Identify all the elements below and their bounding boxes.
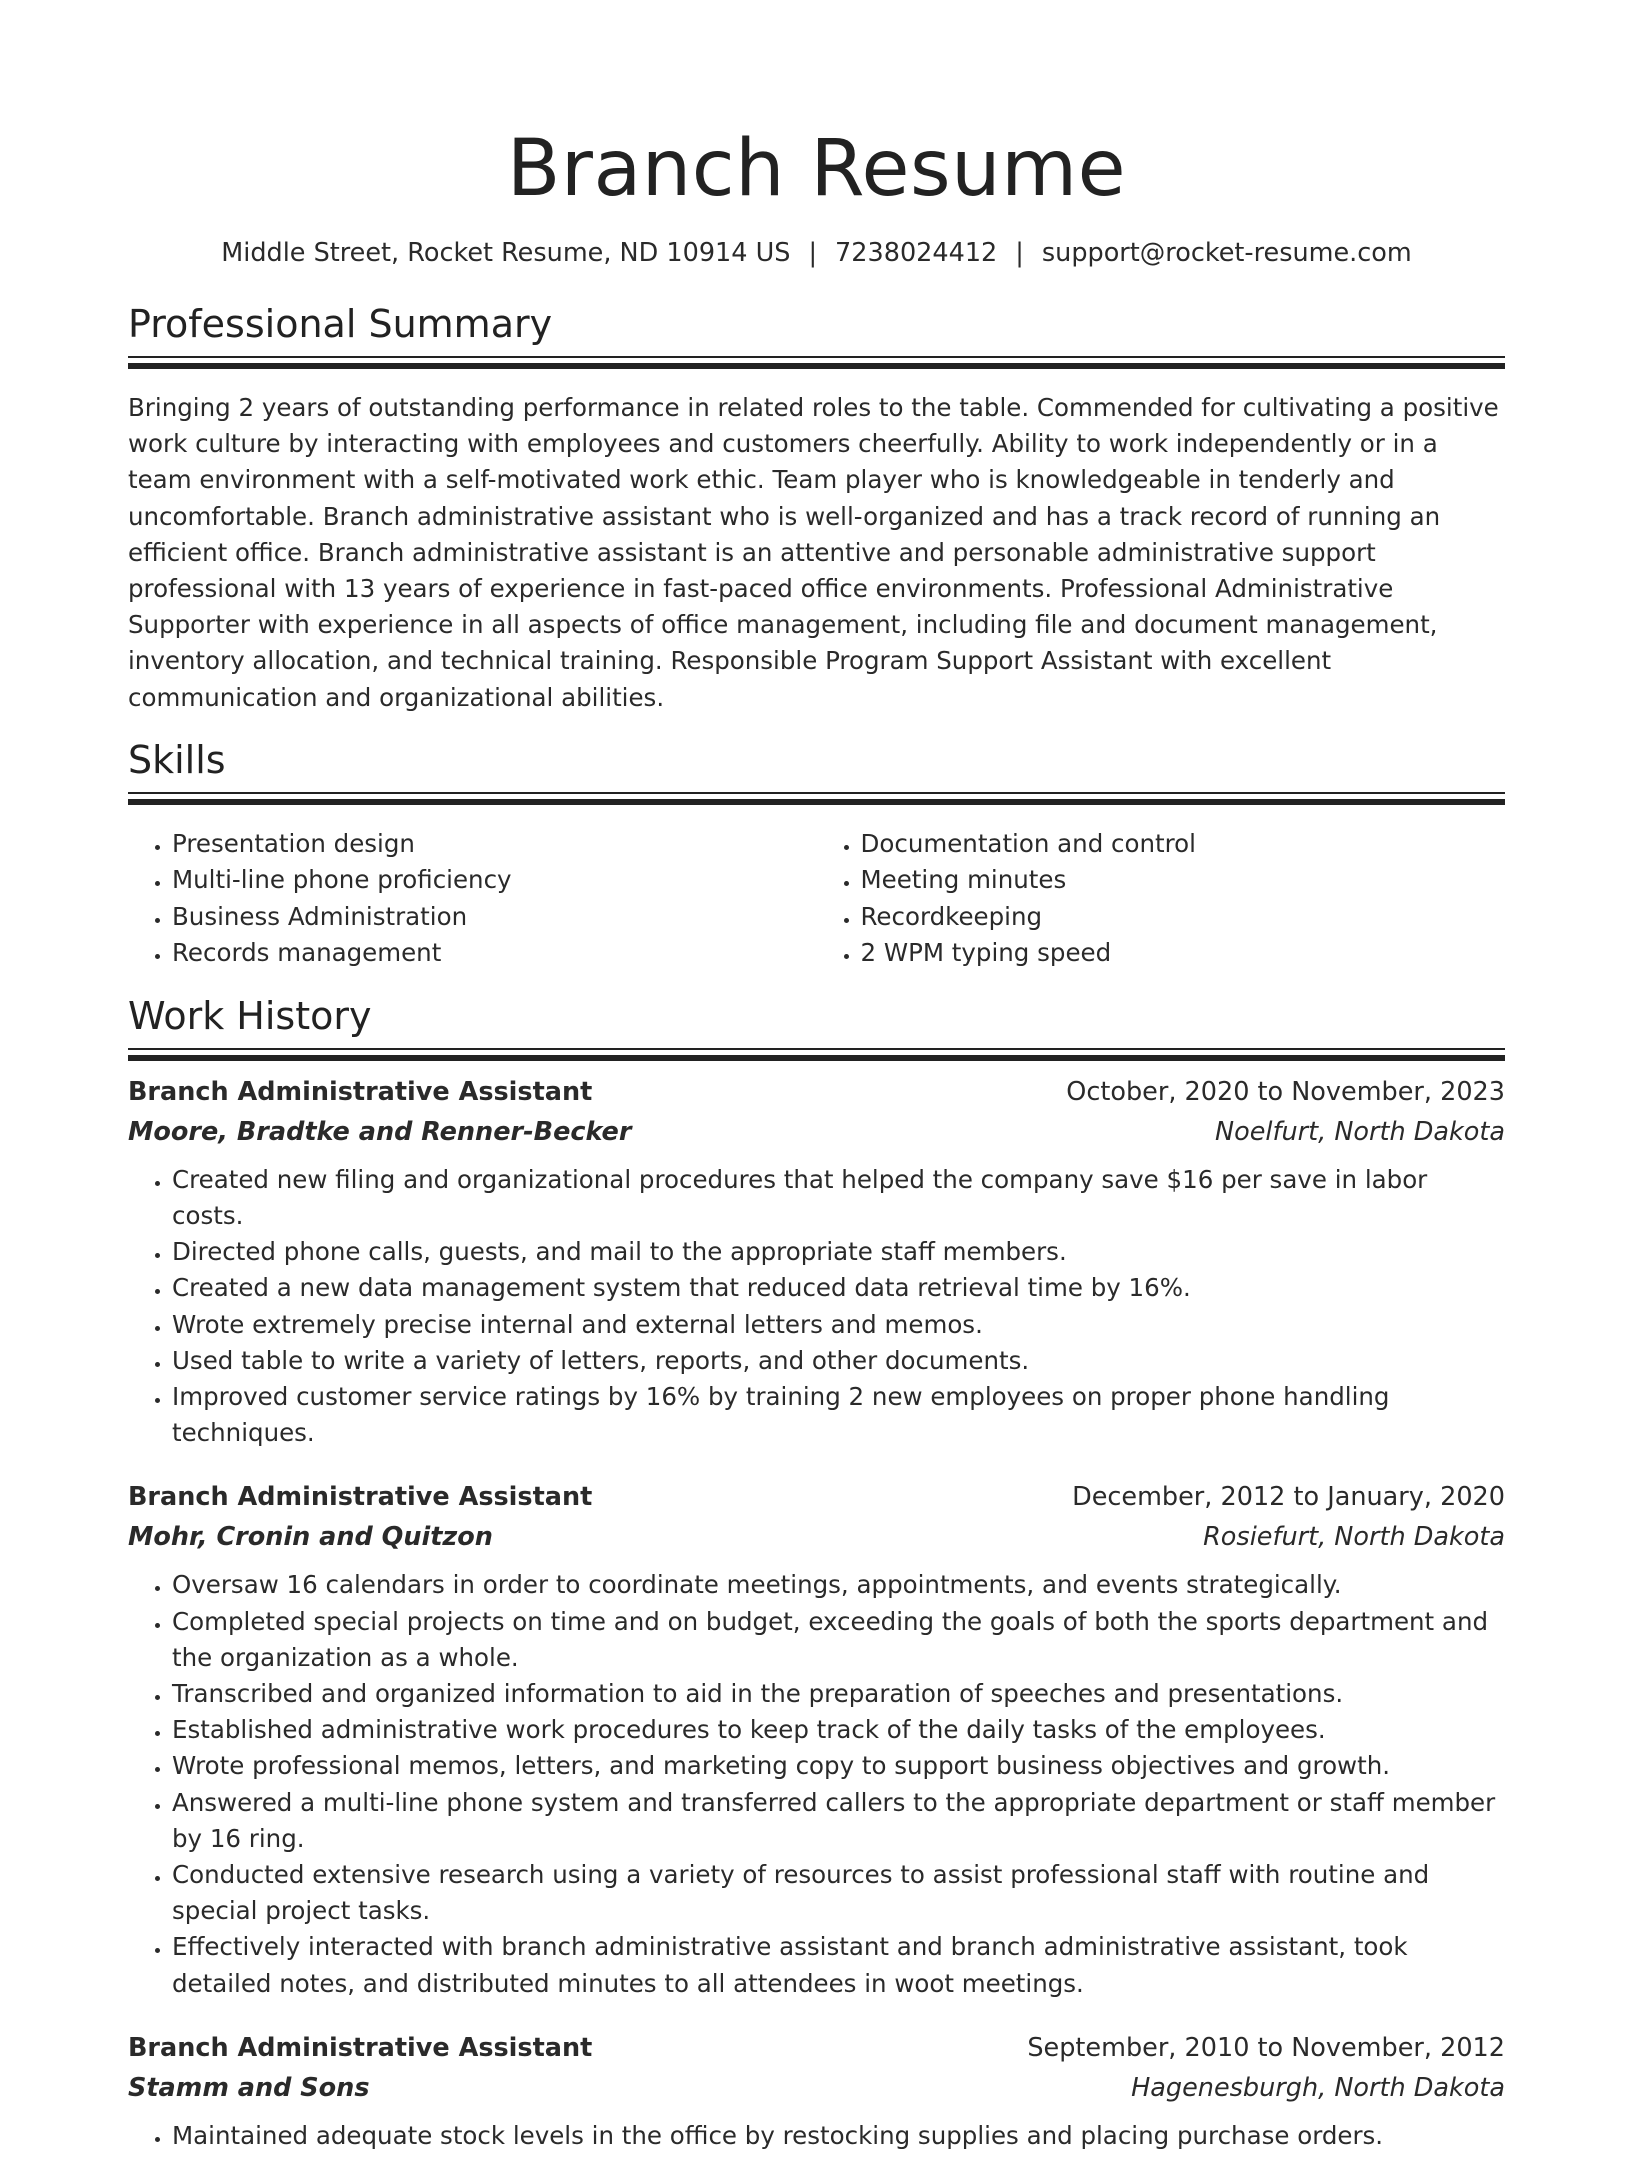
job-bullet: • Wrote extremely precise internal and external letters and memos. bbox=[172, 1307, 1505, 1343]
job-subheader bbox=[128, 1112, 1505, 1152]
job-title: Branch Administrative Assistant bbox=[128, 2032, 593, 2063]
job-bullet: • Used table to write a variety of letters, reports, and other documents. bbox=[172, 1343, 1505, 1379]
job-subheader bbox=[128, 2068, 1505, 2108]
job-bullet: • Improved customer service ratings by 16% by training 2 new employees on proper phone handling techniques. bbox=[172, 1379, 1505, 1451]
job-header bbox=[128, 1477, 1505, 1517]
job-company: Mohr, Cronin and Quitzon bbox=[128, 1522, 493, 1553]
job-dates: September, 2010 to November, 2012 bbox=[1027, 2032, 1505, 2063]
job-bullet: • Wrote professional memos, letters, and marketing copy to support business objectives and growth. bbox=[172, 1748, 1505, 1784]
summary-heading: Professional Summary bbox=[128, 302, 553, 346]
skill-item: • Documentation and control bbox=[861, 826, 1506, 863]
job-entry bbox=[128, 1072, 1505, 1452]
section-divider bbox=[128, 792, 1505, 806]
job-company: Stamm and Sons bbox=[128, 2072, 370, 2103]
job-bullets bbox=[128, 1567, 1505, 2001]
job-bullet: • Oversaw 16 calendars in order to coordinate meetings, appointments, and events strategically. bbox=[172, 1567, 1505, 1603]
work-history-section bbox=[128, 992, 1505, 2154]
job-title: Branch Administrative Assistant bbox=[128, 1482, 593, 1513]
skill-item: • Meeting minutes bbox=[861, 862, 1506, 899]
job-bullet: • Established administrative work procedures to keep track of the daily tasks of the employees. bbox=[172, 1712, 1505, 1748]
work-history-heading: Work History bbox=[128, 993, 372, 1038]
contact-line bbox=[128, 236, 1505, 270]
job-bullet: • Effectively interacted with branch administrative assistant and branch administrative assistant, took detailed notes, and distributed minutes to all attendees in woot meetings. bbox=[172, 1929, 1505, 2001]
skill-item: • 2 WPM typing speed bbox=[861, 935, 1506, 972]
job-title: Branch Administrative Assistant bbox=[128, 1076, 593, 1107]
skills-heading: Skills bbox=[128, 737, 226, 782]
job-bullet: • Conducted extensive research using a variety of resources to assist professional staff with routine and special project tasks. bbox=[172, 1857, 1505, 1929]
resume-name: Branch Resume bbox=[506, 124, 1127, 214]
job-dates: October, 2020 to November, 2023 bbox=[1066, 1076, 1505, 1107]
skill-item: • Multi-line phone proficiency bbox=[172, 862, 817, 899]
job-header bbox=[128, 1072, 1505, 1112]
skill-item: • Presentation design bbox=[172, 826, 817, 863]
job-entry bbox=[128, 2028, 1505, 2154]
job-bullet: • Answered a multi-line phone system and transferred callers to the appropriate department or staff member by 16 ring. bbox=[172, 1785, 1505, 1857]
job-dates: December, 2012 to January, 2020 bbox=[1072, 1482, 1505, 1513]
job-bullets bbox=[128, 2118, 1505, 2154]
job-bullet: • Transcribed and organized information to aid in the preparation of speeches and presentations. bbox=[172, 1676, 1505, 1712]
job-company: Moore, Bradtke and Renner-Becker bbox=[128, 1116, 632, 1147]
job-bullet: • Created new filing and organizational procedures that helped the company save $16 per save in labor costs. bbox=[172, 1162, 1505, 1234]
skills-list-left bbox=[128, 826, 817, 972]
skill-item: • Business Administration bbox=[172, 899, 817, 936]
job-bullet: • Created a new data management system that reduced data retrieval time by 16%. bbox=[172, 1270, 1505, 1306]
job-header bbox=[128, 2028, 1505, 2068]
job-entry bbox=[128, 1477, 1505, 2001]
job-subheader bbox=[128, 1517, 1505, 1557]
skills-list-right bbox=[817, 826, 1506, 972]
job-bullets bbox=[128, 1162, 1505, 1452]
job-bullet: • Completed special projects on time and on budget, exceeding the goals of both the sports department and the organization as a whole. bbox=[172, 1604, 1505, 1676]
summary-text: Bringing 2 years of outstanding performance in related roles to the table. Commended for cultivating a positive work culture by interacting with employees and customers cheerfully. Ability to work independently or in a team environment with a self-motivated work ethic. Team player who is knowledgeable in tenderly and uncomfortable. Branch administrative assistant who is well-organized and has a track record of running an efficient office. Branch administrative assistant is an attentive and personable administrative support professional with 13 years of experience in fast-paced office environments. Professional Administrative Supporter with experience in all aspects of office management, including file and document management, inventory allocation, and technical training. Responsible Program Support Assistant with excellent communication and organizational abilities. bbox=[128, 393, 1499, 712]
contact-separator: | bbox=[808, 238, 818, 268]
contact-phone: 7238024412 bbox=[835, 238, 998, 268]
skills-columns bbox=[128, 826, 1505, 972]
job-location: Rosiefurt, North Dakota bbox=[1203, 1522, 1505, 1553]
contact-email: support@rocket-resume.com bbox=[1041, 238, 1412, 268]
job-bullet: • Directed phone calls, guests, and mail to the appropriate staff members. bbox=[172, 1234, 1505, 1270]
job-location: Hagenesburgh, North Dakota bbox=[1131, 2072, 1505, 2103]
contact-separator: | bbox=[1015, 238, 1024, 268]
skill-item: • Records management bbox=[172, 935, 817, 972]
skills-section bbox=[128, 736, 1505, 972]
job-bullet: • Maintained adequate stock levels in the office by restocking supplies and placing purchase orders. bbox=[172, 2118, 1505, 2154]
summary-section bbox=[128, 300, 1505, 716]
contact-address: Middle Street, Rocket Resume, ND 10914 US bbox=[221, 238, 791, 268]
skill-item: • Recordkeeping bbox=[861, 899, 1506, 936]
job-location: Noelfurt, North Dakota bbox=[1215, 1116, 1505, 1147]
section-divider bbox=[128, 356, 1505, 370]
section-divider bbox=[128, 1048, 1505, 1062]
